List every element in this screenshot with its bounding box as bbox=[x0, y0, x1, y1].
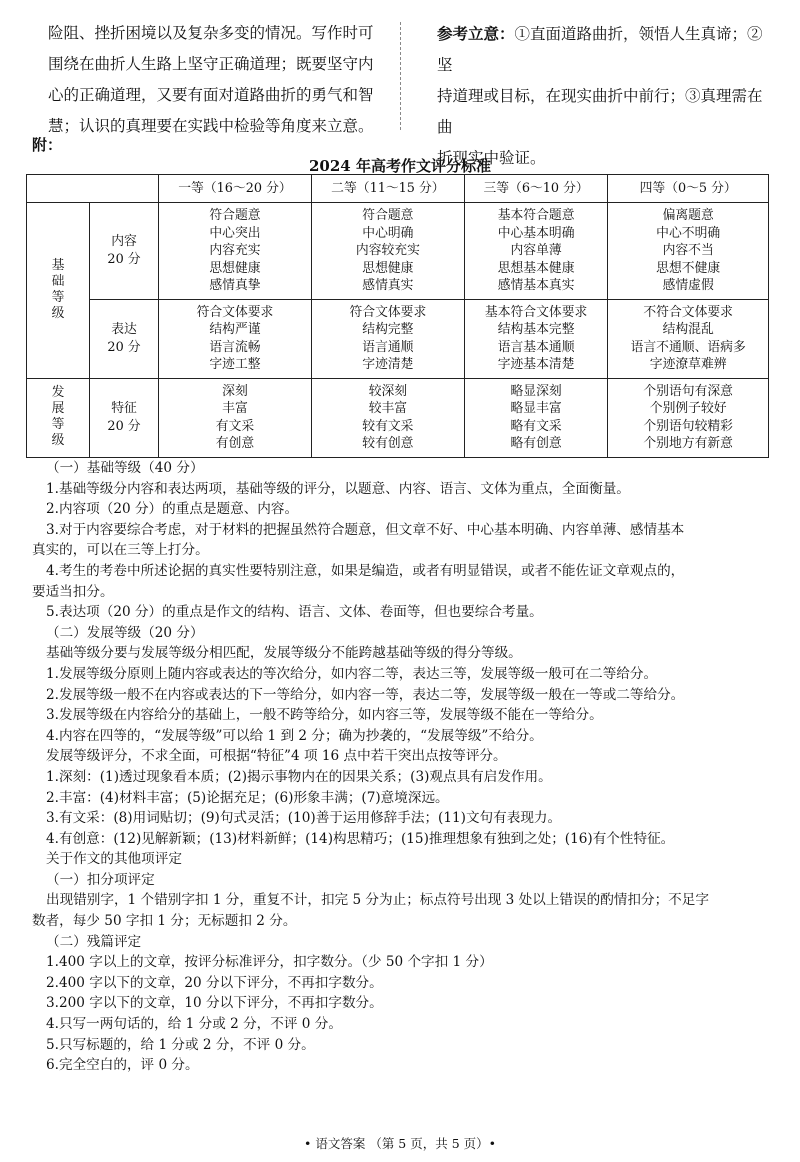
page-footer: • 语文答案 （第 5 页，共 5 页）• bbox=[304, 1136, 496, 1151]
cell-line: 结构基本完整 bbox=[497, 322, 575, 337]
table-cell bbox=[464, 203, 608, 300]
cell-line: 思想健康 bbox=[362, 260, 414, 276]
row-label-features bbox=[90, 378, 159, 457]
note-line: 1.基础等级分内容和表达两项，基础等级的评分，以题意、内容、语言、文体为重点，全面衡量。 bbox=[46, 480, 630, 497]
table-cell bbox=[159, 203, 312, 300]
cell-line: 偏离题意 bbox=[662, 208, 714, 223]
group-label-text: 基础等级 bbox=[51, 258, 65, 321]
cell-line: 中心不明确 bbox=[656, 225, 721, 241]
cell-line: 内容较充实 bbox=[355, 243, 420, 258]
cell-line: 丰富 bbox=[222, 401, 248, 416]
note-line: 3.200 字以下的文章，10 分以下评分，不再扣字数分。 bbox=[46, 995, 383, 1012]
text-line: 慧；认识的真理要在实践中检验等角度来立意。 bbox=[48, 117, 374, 135]
table-cell bbox=[159, 299, 312, 378]
cell-line: 符合文体要求 bbox=[349, 304, 427, 320]
appendix-label: 附： bbox=[32, 136, 63, 154]
cell-line: 个别语句有深意 bbox=[643, 383, 733, 399]
row-label-text: 内容 bbox=[111, 234, 137, 250]
table-cell bbox=[608, 378, 769, 457]
cell-line: 略有文采 bbox=[510, 418, 562, 434]
note-line: 3.有文采：(8)用词贴切；(9)句式灵活；(10)善于运用修辞手法；(11)文句有表现力。 bbox=[46, 810, 562, 827]
note-line: 4.考生的考卷中所述论据的真实性要特别注意，如果是编造，或者有明显错误，或者不能佐证文章观点的， bbox=[46, 562, 685, 579]
table-row bbox=[27, 378, 769, 457]
cell-line: 语言基本通顺 bbox=[497, 339, 575, 355]
table-cell bbox=[464, 378, 608, 457]
text-line: 险阻、挫折困境以及复杂多变的情况。写作时可 bbox=[48, 24, 374, 42]
cell-line: 符合题意 bbox=[209, 208, 261, 223]
cell-line: 语言通顺 bbox=[362, 339, 414, 355]
cell-line: 个别语句较精彩 bbox=[643, 418, 733, 434]
group-label-development bbox=[27, 378, 90, 457]
note-line: 出现错别字，1 个错别字扣 1 分，重复不计，扣完 5 分为止；标点符号出现 3 处以上错误的酌情扣分；不足字 bbox=[46, 892, 709, 909]
text-line: 折现实中验证。 bbox=[437, 149, 546, 167]
cell-line: 略有创意 bbox=[510, 436, 562, 451]
column-divider bbox=[400, 22, 401, 130]
cell-line: 中心明确 bbox=[362, 225, 414, 241]
note-line: 基础等级分要与发展等级分相匹配，发展等级分不能跨越基础等级的得分等级。 bbox=[46, 645, 522, 662]
row-score-text: 20 分 bbox=[107, 339, 141, 355]
note-line: 4.只写一两句话的，给 1 分或 2 分，不评 0 分。 bbox=[46, 1016, 342, 1033]
note-line: 3.对于内容要综合考虑，对于材料的把握虽然符合题意，但文章不好、中心基本明确、内容单薄、感情基本 bbox=[46, 521, 685, 538]
cell-line: 思想健康 bbox=[209, 260, 261, 276]
cell-line: 深刻 bbox=[222, 383, 248, 399]
table-cell bbox=[159, 378, 312, 457]
note-line: 2.内容项（20 分）的重点是题意、内容。 bbox=[46, 501, 299, 518]
note-line: 1.发展等级分原则上随内容或表达的等次给分，如内容二等，表达三等，发展等级一般可在二等给分。 bbox=[46, 665, 658, 682]
note-line: 数者，每少 50 字扣 1 分；无标题扣 2 分。 bbox=[32, 913, 297, 930]
cell-line: 不符合文体要求 bbox=[643, 304, 733, 320]
note-line: 5.只写标题的，给 1 分或 2 分，不评 0 分。 bbox=[46, 1036, 315, 1053]
note-line: 1.400 字以上的文章，按评分标准评分，扣字数分。（少 50 个字扣 1 分） bbox=[46, 954, 493, 971]
column-header: 四等（0～5 分） bbox=[608, 175, 769, 203]
note-line: 3.发展等级在内容给分的基础上，一般不跨等给分，如内容三等，发展等级不能在一等给分。 bbox=[46, 707, 603, 724]
cell-line: 中心突出 bbox=[209, 225, 261, 241]
cell-line: 字迹潦草难辨 bbox=[649, 357, 727, 372]
row-label-expression bbox=[90, 299, 159, 378]
cell-line: 较深刻 bbox=[368, 383, 408, 399]
table-row bbox=[27, 299, 769, 378]
note-line: （一）基础等级（40 分） bbox=[46, 460, 204, 476]
table-corner-cell bbox=[27, 175, 159, 203]
table-cell bbox=[311, 203, 464, 300]
scoring-table bbox=[26, 174, 769, 458]
cell-line: 略显深刻 bbox=[510, 383, 562, 399]
row-label-text: 表达 bbox=[111, 322, 137, 337]
table-cell bbox=[464, 299, 608, 378]
column-header: 一等（16～20 分） bbox=[159, 175, 312, 203]
note-line: 关于作文的其他项评定 bbox=[46, 851, 182, 868]
cell-line: 较有文采 bbox=[362, 418, 414, 434]
text-line: 围绕在曲折人生路上坚守正确道理；既要坚守内 bbox=[48, 55, 374, 73]
note-line: 要适当扣分。 bbox=[32, 583, 114, 600]
cell-line: 有创意 bbox=[215, 436, 255, 451]
text-line bbox=[437, 18, 767, 81]
cell-line: 较丰富 bbox=[368, 401, 408, 416]
table-header-row bbox=[27, 175, 769, 203]
cell-line: 字迹工整 bbox=[209, 357, 261, 372]
table-title: 2024 年高考作文评分标准 bbox=[309, 157, 491, 175]
cell-line: 思想基本健康 bbox=[497, 260, 575, 276]
note-line: 1.深刻：(1)透过现象看本质；(2)揭示事物内在的因果关系；(3)观点具有启发作用。 bbox=[46, 768, 552, 785]
note-line: 真实的，可以在三等上打分。 bbox=[32, 542, 209, 559]
cell-line: 符合文体要求 bbox=[196, 304, 274, 320]
row-label-text: 特征 bbox=[111, 401, 137, 416]
note-line: 2.发展等级一般不在内容或表达的下一等给分，如内容一等，表达二等，发展等级一般在一等或二等给分。 bbox=[46, 686, 685, 703]
cell-line: 思想不健康 bbox=[656, 260, 721, 276]
scoring-notes bbox=[32, 458, 772, 1076]
note-line: 5.表达项（20 分）的重点是作文的结构、语言、文体、卷面等，但也要综合考量。 bbox=[46, 604, 543, 621]
cell-line: 结构完整 bbox=[362, 322, 414, 337]
group-label-basic bbox=[27, 203, 90, 379]
cell-line: 内容单薄 bbox=[510, 243, 562, 258]
cell-line: 个别例子较好 bbox=[649, 401, 727, 416]
cell-line: 字迹基本清楚 bbox=[497, 357, 575, 372]
group-label-text: 发展等级 bbox=[51, 385, 65, 449]
row-score-text: 20 分 bbox=[107, 251, 141, 267]
table-cell bbox=[311, 378, 464, 457]
column-header: 三等（6～10 分） bbox=[464, 175, 608, 203]
note-line: 发展等级评分，不求全面，可根据“特征”4 项 16 点中若干突出点按等评分。 bbox=[46, 748, 507, 765]
cell-line: 符合题意 bbox=[362, 208, 414, 223]
table-cell bbox=[608, 203, 769, 300]
row-label-content bbox=[90, 203, 159, 300]
table-row bbox=[27, 203, 769, 300]
cell-line: 较有创意 bbox=[362, 436, 414, 451]
row-score-text: 20 分 bbox=[107, 418, 141, 434]
table-cell bbox=[608, 299, 769, 378]
reference-text: ①直面道路曲折，领悟人生真谛；②坚 bbox=[437, 25, 763, 74]
cell-line: 字迹清楚 bbox=[362, 357, 414, 372]
note-line: （二）残篇评定 bbox=[46, 933, 142, 950]
cell-line: 感情真挚 bbox=[209, 278, 261, 293]
cell-line: 有文采 bbox=[215, 418, 255, 434]
cell-line: 基本符合文体要求 bbox=[484, 304, 588, 320]
cell-line: 感情虚假 bbox=[662, 278, 714, 293]
cell-line: 略显丰富 bbox=[510, 401, 562, 416]
cell-line: 结构严谨 bbox=[209, 322, 261, 337]
text-line: 持道理或目标，在现实曲折中前行；③真理需在曲 bbox=[437, 87, 763, 136]
note-line: （一）扣分项评定 bbox=[46, 871, 155, 888]
note-line: 2.400 字以下的文章，20 分以下评分，不再扣字数分。 bbox=[46, 974, 383, 991]
reference-label: 参考立意： bbox=[437, 24, 515, 43]
cell-line: 感情真实 bbox=[362, 278, 414, 293]
column-header: 二等（11～15 分） bbox=[311, 175, 464, 203]
cell-line: 感情基本真实 bbox=[497, 278, 575, 293]
cell-line: 内容充实 bbox=[209, 243, 261, 258]
cell-line: 语言流畅 bbox=[209, 339, 261, 355]
text-line: 心的正确道理，又要有面对道路曲折的勇气和智 bbox=[48, 86, 374, 104]
left-column-text bbox=[48, 18, 388, 142]
note-line: 6.完全空白的，评 0 分。 bbox=[46, 1057, 199, 1074]
cell-line: 内容不当 bbox=[662, 243, 714, 258]
cell-line: 语言不通顺、语病多 bbox=[630, 339, 746, 355]
right-column-text bbox=[437, 18, 767, 174]
note-line: 4.内容在四等的，“发展等级”可以给 1 到 2 分；确为抄袭的，“发展等级”不给分。 bbox=[46, 727, 543, 744]
cell-line: 结构混乱 bbox=[662, 322, 714, 337]
cell-line: 中心基本明确 bbox=[497, 225, 575, 241]
cell-line: 基本符合题意 bbox=[497, 208, 575, 223]
table-cell bbox=[311, 299, 464, 378]
note-line: 2.丰富：(4)材料丰富；(5)论据充足；(6)形象丰满；(7)意境深远。 bbox=[46, 789, 449, 806]
note-line: （二）发展等级（20 分） bbox=[46, 624, 204, 641]
note-line: 4.有创意：(12)见解新颖；(13)材料新鲜；(14)构思精巧；(15)推理想象有独到之处；(16)有个性特征。 bbox=[46, 830, 675, 847]
cell-line: 个别地方有新意 bbox=[643, 436, 733, 451]
